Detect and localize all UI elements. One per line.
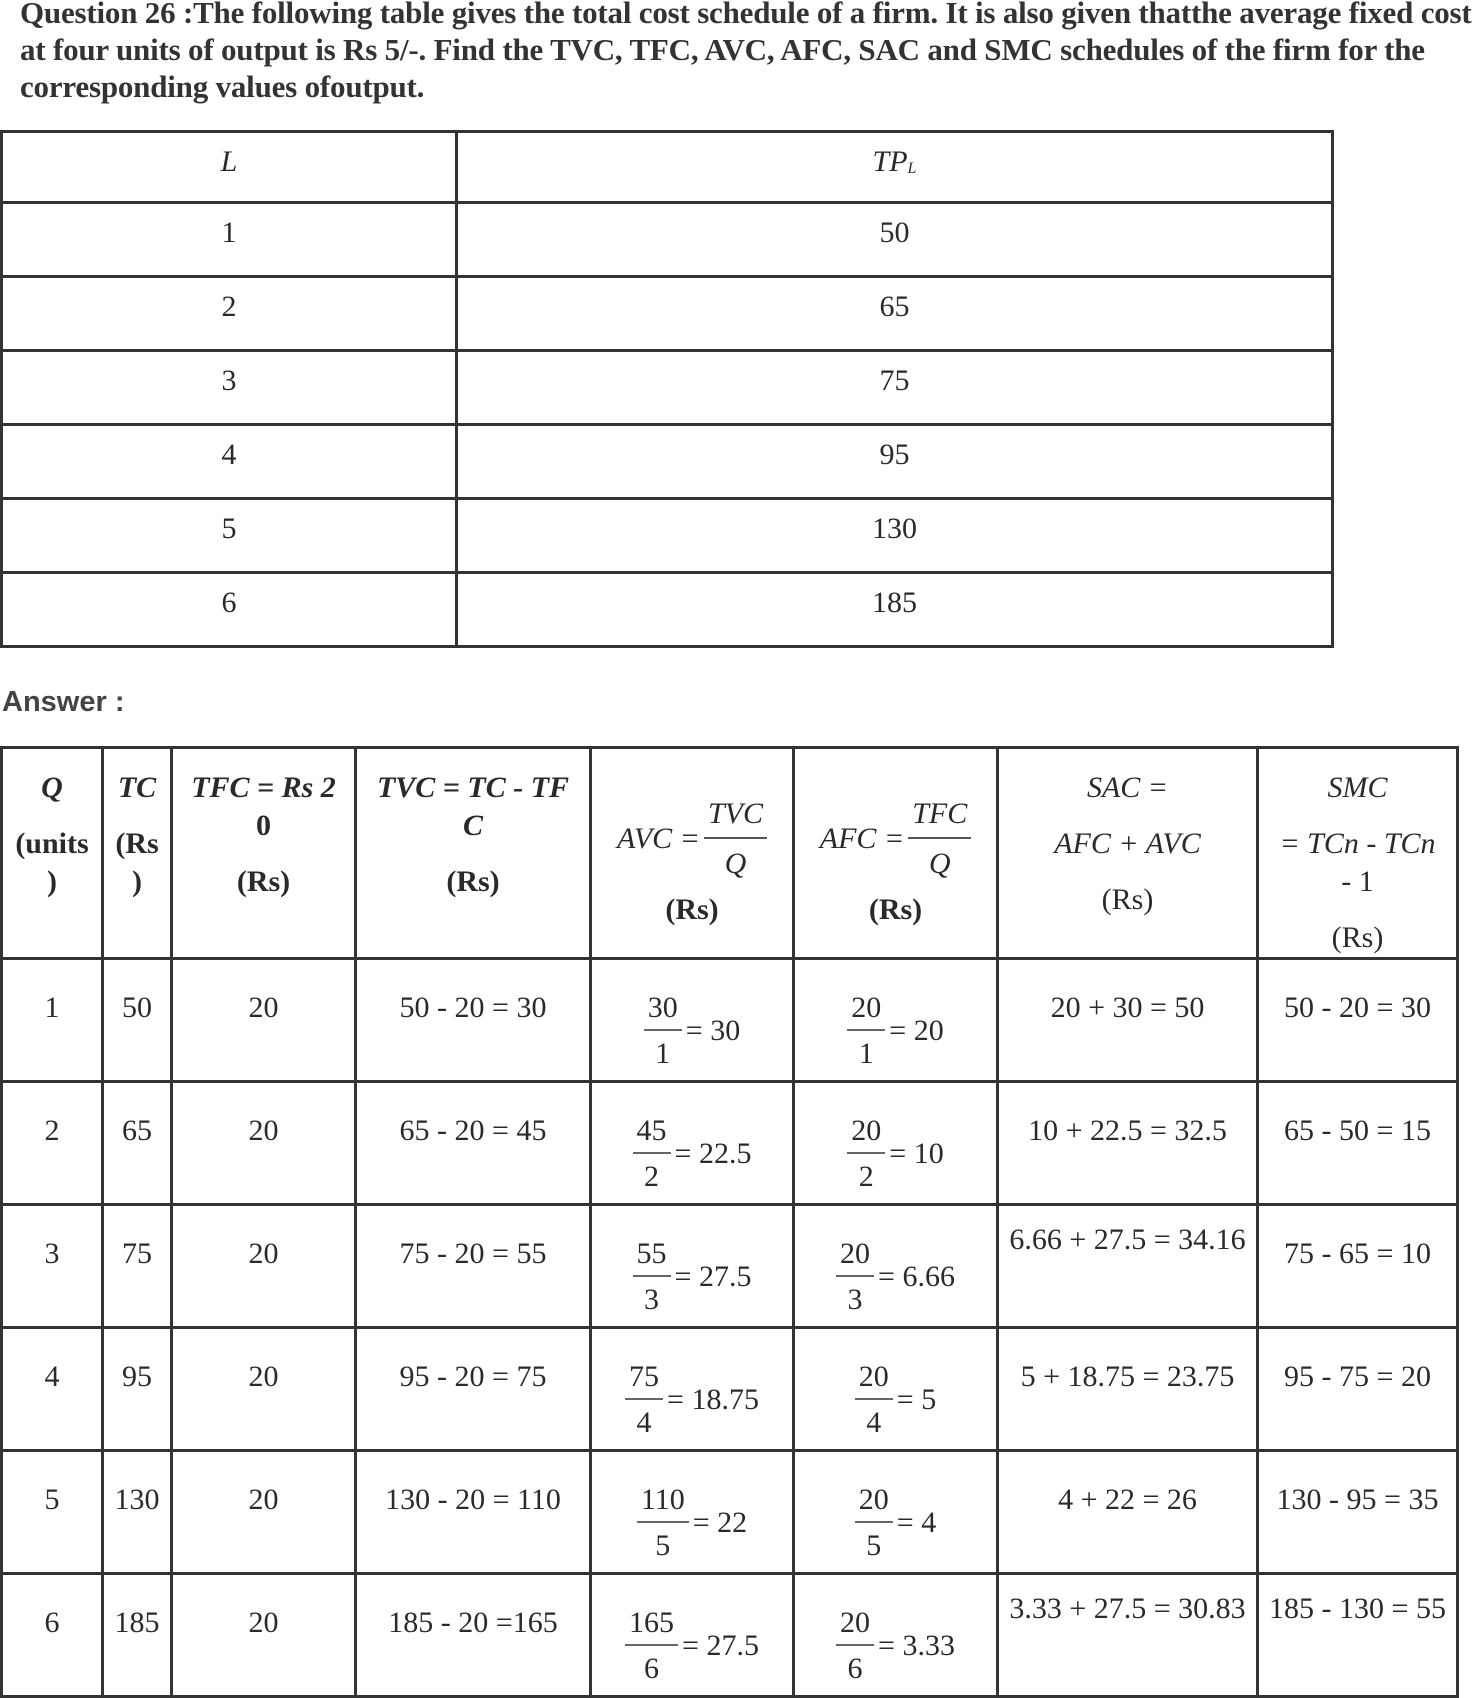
header-tvc-formula-cont: C	[462, 809, 483, 842]
cell-afc	[794, 1205, 998, 1328]
table-row	[2, 1451, 1458, 1574]
table-header-row	[2, 748, 1458, 959]
fraction-bar	[633, 1152, 671, 1154]
header-sac-formula: SAC =	[1086, 771, 1169, 804]
cell-tvc: 50 - 20 = 30	[356, 959, 591, 1082]
fraction-denominator: Q	[724, 847, 747, 880]
fraction-numerator: 75	[629, 1360, 660, 1393]
cell-q: 2	[2, 1082, 103, 1205]
header-afc-formula	[820, 797, 971, 881]
cell-afc	[794, 1451, 998, 1574]
fraction-bar	[836, 1275, 874, 1277]
fraction-bar	[625, 1644, 678, 1646]
cell-tvc: 185 - 20 =165	[356, 1574, 591, 1697]
header-sac	[998, 748, 1258, 959]
cell-sac: 5 + 18.75 = 23.75	[998, 1328, 1258, 1451]
fraction-result: = 27.5	[682, 1629, 759, 1662]
fraction-bar	[855, 1521, 893, 1523]
cell-tc: 185	[103, 1574, 172, 1697]
table-row	[2, 1082, 1458, 1205]
fraction-bar	[644, 1029, 682, 1031]
cell-afc	[794, 959, 998, 1082]
fraction-denominator: 5	[655, 1529, 671, 1562]
header-q-symbol: Q	[41, 771, 63, 804]
fraction-numerator: 20	[858, 1360, 889, 1393]
header-q	[2, 748, 103, 959]
fraction-bar	[908, 837, 971, 839]
header-l-label: L	[220, 145, 238, 178]
fraction-denominator: 4	[636, 1406, 652, 1439]
cell-q: 6	[2, 1574, 103, 1697]
header-sac-unit: (Rs)	[1101, 883, 1154, 916]
header-smc-symbol: SMC	[1327, 771, 1388, 804]
fraction-bar	[637, 1521, 689, 1523]
header-smc	[1258, 748, 1458, 959]
fraction-result: = 30	[685, 1014, 741, 1047]
header-avc-lhs: AVC =	[617, 822, 700, 855]
given-cost-table	[0, 130, 1334, 648]
header-avc-formula	[617, 797, 767, 881]
answer-cost-schedule-table	[0, 746, 1459, 1698]
header-tfc-formula: TFC = Rs 2	[191, 771, 336, 804]
header-smc-formula: = TCn - TCn	[1279, 827, 1436, 860]
header-tvc	[356, 748, 591, 959]
question-text: Question 26 :The following table gives the total cost schedule of a firm. It is also given thatthe average fixed cost at four units of output is Rs 5/-. Find the TVC, TFC, AVC, AFC, SAC and SMC schedules of the firm for the corresponding values ofoutput.	[20, 0, 1472, 104]
fraction-denominator: 2	[644, 1160, 660, 1193]
cell-tvc: 130 - 20 = 110	[356, 1451, 591, 1574]
header-tfc-unit: (Rs)	[236, 865, 291, 898]
cell-sac: 3.33 + 27.5 = 30.83	[998, 1574, 1258, 1697]
header-q-unit-close: )	[47, 865, 57, 898]
cell-tfc: 20	[172, 1328, 356, 1451]
header-afc-fraction	[908, 797, 971, 881]
table-row	[2, 351, 1333, 425]
fraction-result: = 27.5	[674, 1260, 752, 1293]
fraction-result: = 10	[889, 1137, 944, 1170]
fraction-numerator: 20	[851, 1114, 882, 1147]
cell-q: 5	[2, 1451, 103, 1574]
fraction-denominator: 6	[644, 1652, 660, 1685]
table-row	[2, 1328, 1458, 1451]
header-afc-unit: (Rs)	[868, 893, 923, 926]
cell-tfc: 20	[172, 1451, 356, 1574]
cell-avc	[591, 1082, 794, 1205]
cell-avc	[591, 959, 794, 1082]
cell-tc: 95	[103, 1328, 172, 1451]
fraction-numerator: TFC	[912, 797, 968, 830]
fraction-result: = 18.75	[667, 1383, 759, 1416]
header-tc-unit-close: )	[132, 865, 142, 898]
fraction-numerator: 110	[640, 1483, 685, 1516]
cell-tfc: 20	[172, 1574, 356, 1697]
cell-tc: 65	[103, 1082, 172, 1205]
table-row	[2, 425, 1333, 499]
cell-q: 1	[2, 959, 103, 1082]
cell-q: 4	[2, 1328, 103, 1451]
table-header-row	[2, 132, 1333, 203]
header-l	[2, 132, 457, 203]
header-tc	[103, 748, 172, 959]
cell-l: 5	[2, 499, 457, 573]
table-row	[2, 277, 1333, 351]
cell-sac: 20 + 30 = 50	[998, 959, 1258, 1082]
cell-smc: 65 - 50 = 15	[1258, 1082, 1458, 1205]
cell-l: 1	[2, 203, 457, 277]
cell-l: 3	[2, 351, 457, 425]
fraction-numerator: 20	[851, 991, 882, 1024]
cell-tvc: 65 - 20 = 45	[356, 1082, 591, 1205]
cell-tc: 130	[103, 1451, 172, 1574]
cell-tvc: 75 - 20 = 55	[356, 1205, 591, 1328]
header-tp-label: TP	[872, 145, 908, 178]
fraction-bar	[855, 1398, 893, 1400]
fraction-result: = 4	[896, 1506, 937, 1539]
header-tp	[457, 132, 1333, 203]
cell-tfc: 20	[172, 1082, 356, 1205]
cell-tc: 75	[103, 1205, 172, 1328]
fraction-numerator: 165	[629, 1606, 675, 1639]
fraction-numerator: 20	[840, 1237, 871, 1270]
cell-sac: 10 + 22.5 = 32.5	[998, 1082, 1258, 1205]
fraction-denominator: 3	[644, 1283, 660, 1316]
header-afc-lhs: AFC =	[819, 822, 905, 855]
header-tfc	[172, 748, 356, 959]
cell-smc: 185 - 130 = 55	[1258, 1574, 1458, 1697]
fraction-denominator: 3	[847, 1283, 863, 1316]
fraction-denominator: 5	[866, 1529, 882, 1562]
cell-tvc: 95 - 20 = 75	[356, 1328, 591, 1451]
cell-tp: 75	[457, 351, 1333, 425]
fraction-denominator: 4	[866, 1406, 882, 1439]
cell-smc: 95 - 75 = 20	[1258, 1328, 1458, 1451]
cell-avc	[591, 1205, 794, 1328]
table-row	[2, 203, 1333, 277]
fraction-numerator: 20	[840, 1606, 871, 1639]
fraction-denominator: 6	[847, 1652, 863, 1685]
table-row	[2, 1574, 1458, 1697]
cell-afc	[794, 1574, 998, 1697]
fraction-result: = 22	[692, 1506, 748, 1539]
fraction-bar	[847, 1152, 885, 1154]
cell-smc: 50 - 20 = 30	[1258, 959, 1458, 1082]
cell-avc	[591, 1574, 794, 1697]
cell-avc	[591, 1451, 794, 1574]
fraction-denominator: 1	[655, 1037, 671, 1070]
fraction-numerator: 45	[636, 1114, 667, 1147]
header-tvc-formula: TVC = TC - TF	[376, 771, 570, 804]
cell-tp: 185	[457, 573, 1333, 647]
fraction-bar	[847, 1029, 885, 1031]
header-smc-unit: (Rs)	[1331, 921, 1384, 954]
table-row	[2, 573, 1333, 647]
table-row	[2, 959, 1458, 1082]
cell-afc	[794, 1082, 998, 1205]
fraction-numerator: 20	[858, 1483, 889, 1516]
header-q-unit: (units	[15, 827, 89, 860]
fraction-bar	[704, 837, 767, 839]
cell-sac: 6.66 + 27.5 = 34.16	[998, 1205, 1258, 1328]
fraction-numerator: 55	[636, 1237, 667, 1270]
cell-tfc: 20	[172, 959, 356, 1082]
fraction-result: = 22.5	[674, 1137, 752, 1170]
cell-l: 2	[2, 277, 457, 351]
header-avc-fraction	[704, 797, 767, 881]
cell-q: 3	[2, 1205, 103, 1328]
fraction-bar	[633, 1275, 671, 1277]
header-tfc-formula-cont: 0	[256, 809, 271, 842]
cell-avc	[591, 1328, 794, 1451]
fraction-result: = 20	[889, 1014, 944, 1047]
fraction-denominator: Q	[928, 847, 951, 880]
fraction-denominator: 2	[858, 1160, 874, 1193]
cell-tc: 50	[103, 959, 172, 1082]
cell-afc	[794, 1328, 998, 1451]
fraction-result: = 5	[896, 1383, 937, 1416]
fraction-denominator: 1	[858, 1037, 874, 1070]
cell-tp: 130	[457, 499, 1333, 573]
cell-tp: 95	[457, 425, 1333, 499]
cell-smc: 130 - 95 = 35	[1258, 1451, 1458, 1574]
header-smc-formula-cont: - 1	[1341, 865, 1374, 898]
header-avc	[591, 748, 794, 959]
fraction-bar	[625, 1398, 663, 1400]
cell-l: 4	[2, 425, 457, 499]
cell-tp: 50	[457, 203, 1333, 277]
fraction-result: = 3.33	[878, 1629, 955, 1662]
header-tc-symbol: TC	[117, 771, 157, 804]
table-row	[2, 499, 1333, 573]
cell-sac: 4 + 22 = 26	[998, 1451, 1258, 1574]
table-row	[2, 1205, 1458, 1328]
answer-heading: Answer :	[2, 686, 125, 718]
fraction-numerator: 30	[647, 991, 678, 1024]
fraction-bar	[836, 1644, 874, 1646]
header-avc-unit: (Rs)	[665, 893, 719, 926]
cell-tp: 65	[457, 277, 1333, 351]
header-tvc-unit: (Rs)	[446, 865, 500, 898]
header-tc-unit: (Rs	[115, 827, 159, 860]
cell-smc: 75 - 65 = 10	[1258, 1205, 1458, 1328]
header-sac-formula-cont: AFC + AVC	[1054, 827, 1201, 860]
header-tp-subscript: L	[907, 160, 917, 177]
fraction-numerator: TVC	[707, 797, 763, 830]
fraction-result: = 6.66	[878, 1260, 955, 1293]
header-afc	[794, 748, 998, 959]
cell-l: 6	[2, 573, 457, 647]
cell-tfc: 20	[172, 1205, 356, 1328]
